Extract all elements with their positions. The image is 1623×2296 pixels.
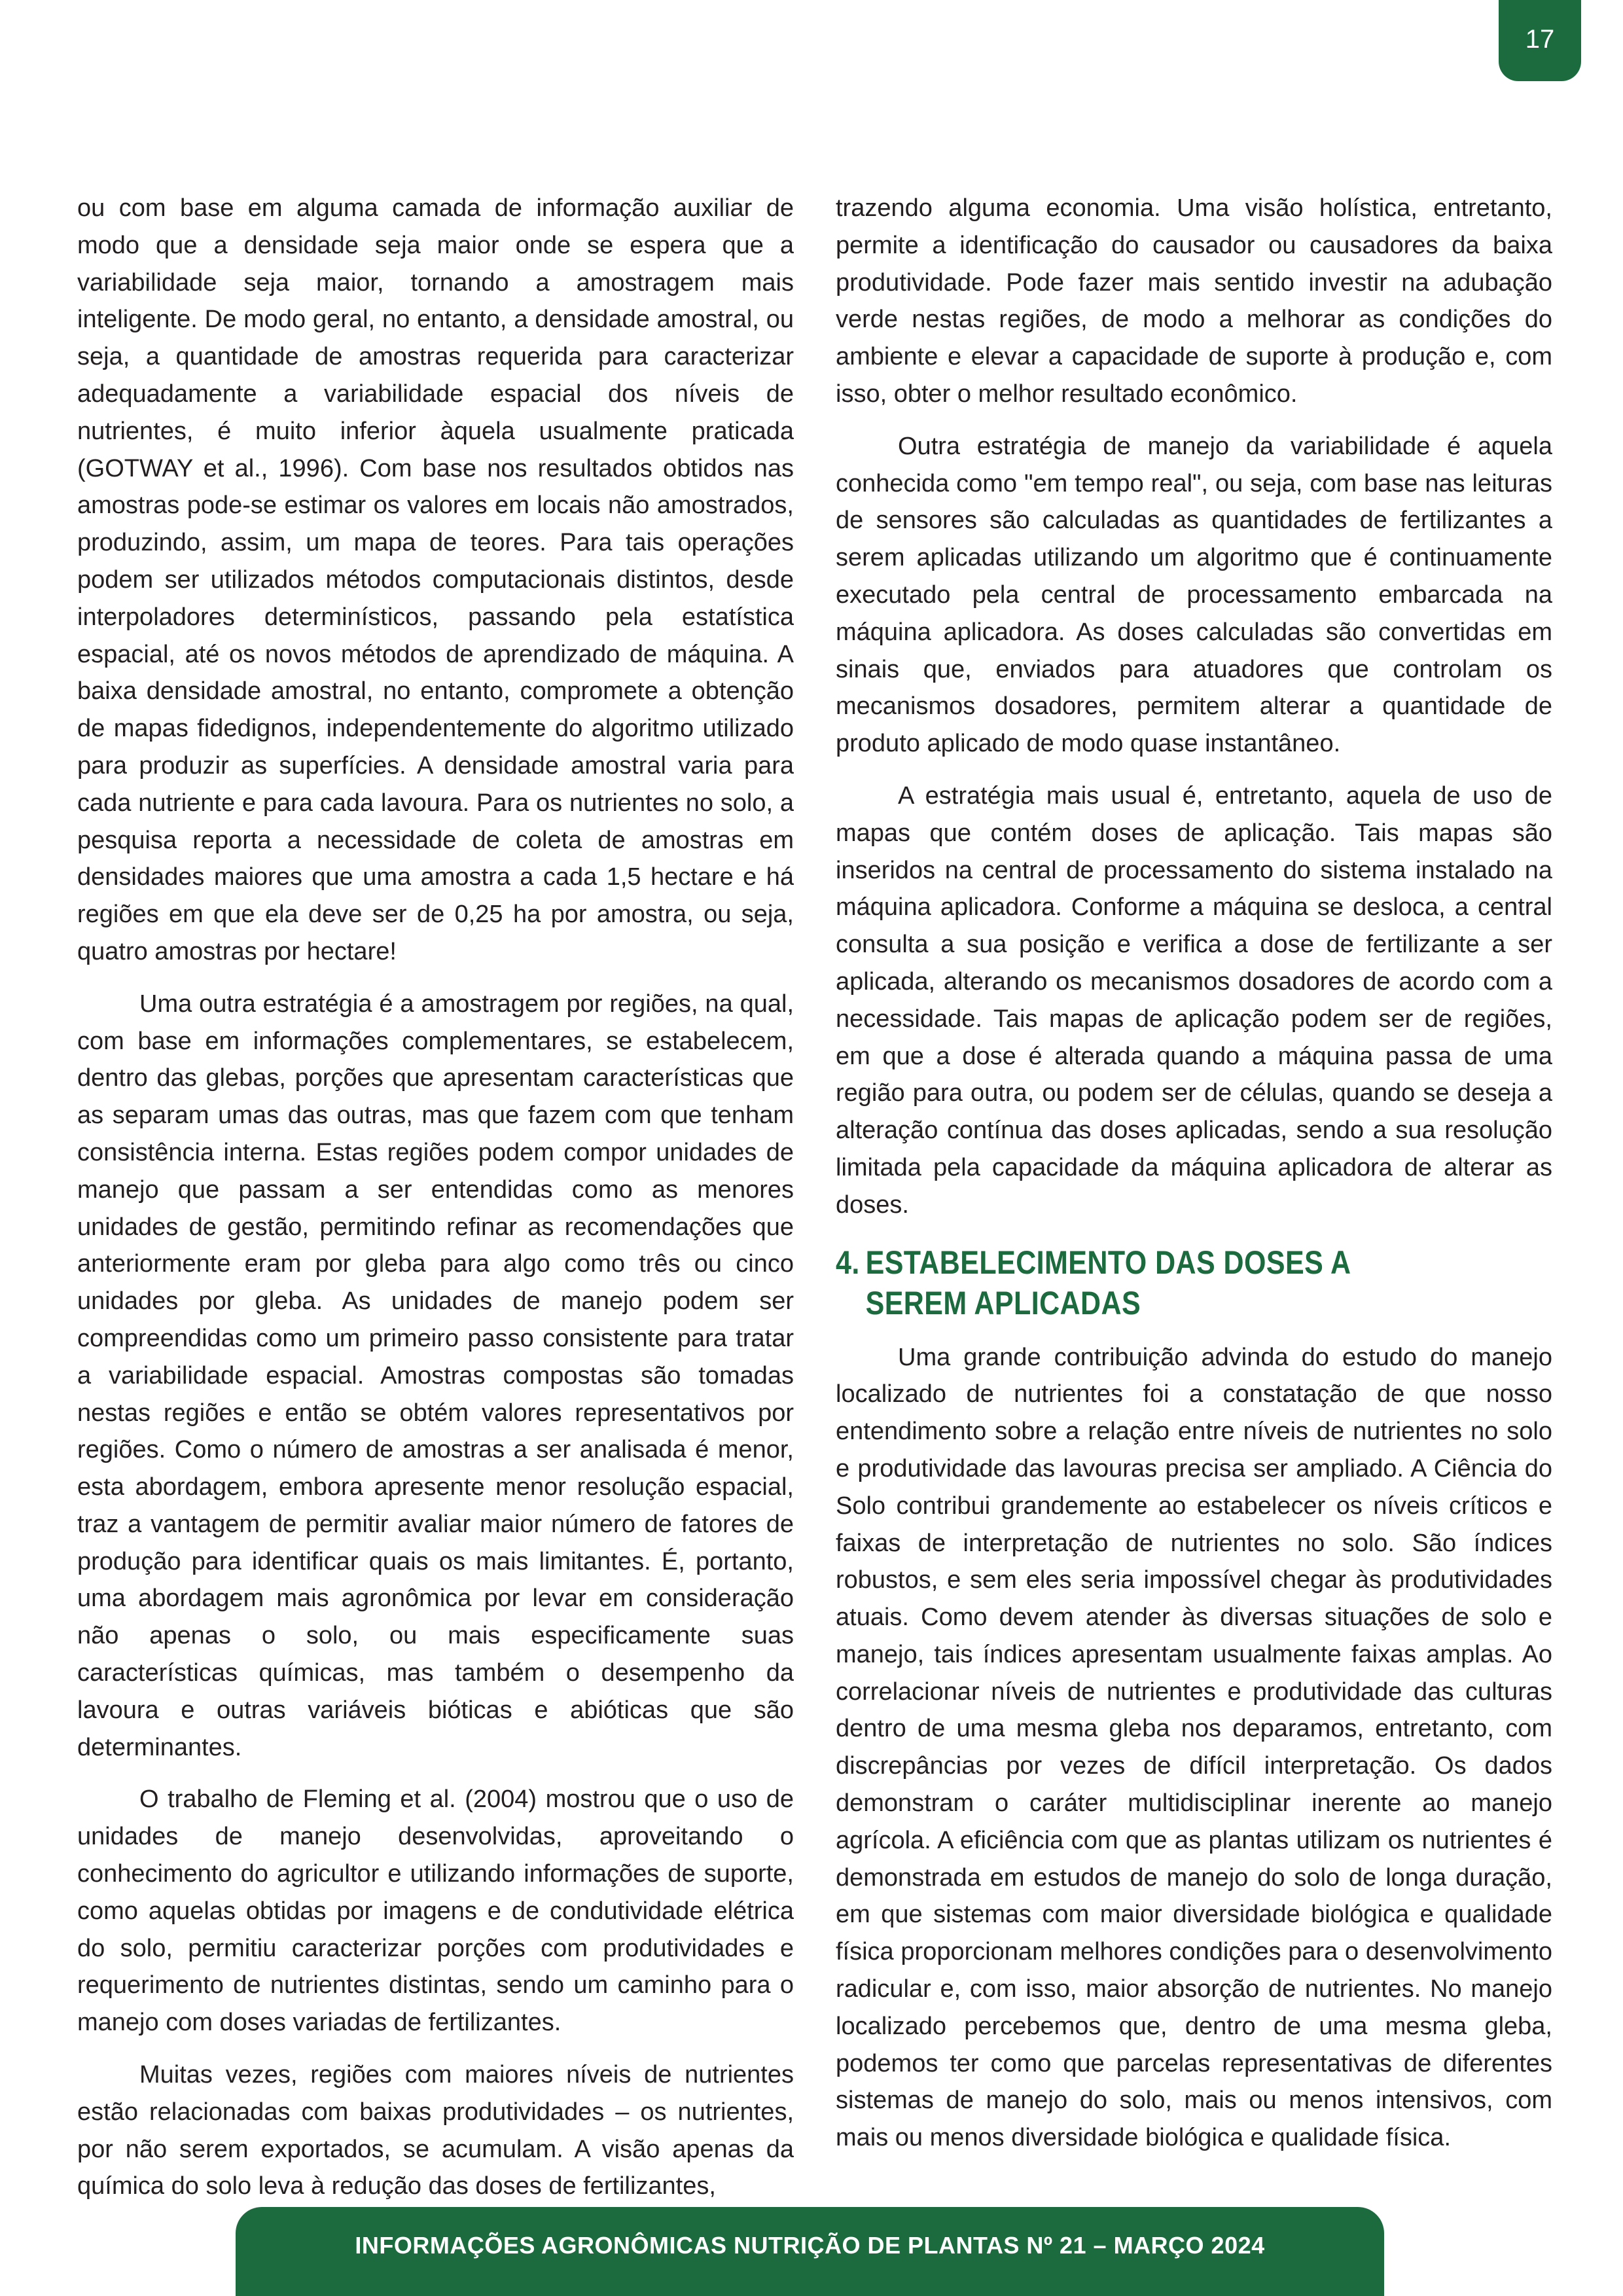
- page-number: 17: [1499, 0, 1581, 81]
- left-column: [77, 190, 794, 2220]
- paragraph: O trabalho de Fleming et al. (2004) mostrou que o uso de unidades de manejo desenvolvidas, aproveitando o conhecimento do agricultor e utilizando informações de suporte, como aquelas obtidas por imagens e de condutividade elétrica do solo, permitiu caracterizar porções com produtividades e requerimento de nutrientes distintas, sendo um caminho para o manejo com doses variadas de fertilizantes.: [77, 1785, 794, 2037]
- section-heading: [836, 1242, 1500, 1323]
- paragraph: Uma outra estratégia é a amostragem por regiões, na qual, com base em informações complementares, se estabelecem, dentro das glebas, porções que apresentam características que as separam umas das outras, mas que fazem com que tenham consistência interna. Estas regiões podem compor unidades de manejo que passam a ser entendidas como as menores unidades de gestão, permitindo refinar as recomendações que anteriormente eram por gleba para algo como três ou cinco unidades por gleba. As unidades de manejo podem ser compreendidas como um primeiro passo consistente para tratar a variabilidade espacial. Amostras compostas são tomadas nestas regiões e então se obtém valores representativos por regiões. Como o número de amostras a ser analisada é menor, esta abordagem, embora apresente menor resolução espacial, traz a vantagem de permitir avaliar maior número de fatores de produção para identificar quais os mais limitantes. É, portanto, uma abordagem mais agronômica por levar em consideração não apenas o solo, ou mais especificamente suas características químicas, mas também o desempenho da lavoura e outras variáveis bióticas e abióticas que são determinantes.: [77, 990, 794, 1761]
- paragraph: Uma grande contribuição advinda do estudo do manejo localizado de nutrientes foi a constatação de que nosso entendimento sobre a relação entre níveis de nutrientes no solo e produtividade das lavouras precisa ser ampliado. A Ciência do Solo contribui grandemente ao estabelecer os níveis críticos e faixas de interpretação de nutrientes no solo. São índices robustos, e sem eles seria impossível chegar às produtividades atuais. Como devem atender às diversas situações de solo e manejo, tais índices apresentam usualmente faixas amplas. Ao correlacionar níveis de nutrientes e produtividade das culturas dentro de uma mesma gleba nos deparamos, entretanto, com discrepâncias por vezes de difícil interpretação. Os dados demonstram o caráter multidisciplinar inerente ao manejo agrícola. A eficiência com que as plantas utilizam os nutrientes é demonstrada em estudos de manejo do solo de longa duração, em que sistemas com maior diversidade biológica e qualidade física proporcionam melhores condições para o desenvolvimento radicular e, com isso, maior absorção de nutrientes. No manejo localizado percebemos que, dentro de uma mesma gleba, podemos ter como que parcelas representativas de diferentes sistemas de manejo do solo, mais ou menos intensivos, com mais ou menos diversidade biológica e qualidade física.: [836, 1343, 1552, 2152]
- section-heading-line2: SEREM APLICADAS: [865, 1284, 1141, 1321]
- paragraph: trazendo alguma economia. Uma visão holística, entretanto, permite a identificação do causador ou causadores da baixa produtividade. Pode fazer mais sentido investir na adubação verde nestas regiões, de modo a melhorar as condições do ambiente e elevar a capacidade de suporte à produção e, com isso, obter o melhor resultado econômico.: [836, 194, 1552, 408]
- paragraph: Outra estratégia de manejo da variabilidade é aquela conhecida como "em tempo real", ou seja, com base nas leituras de sensores são calculadas as quantidades de fertilizantes a serem aplicadas utilizando um algoritmo que é continuamente executado pela central de processamento embarcada na máquina aplicadora. As doses calculadas são convertidas em sinais que, enviados para atuadores que controlam os mecanismos dosadores, permitem alterar a quantidade de produto aplicado de modo quase instantâneo.: [836, 432, 1552, 758]
- section-heading-line1: ESTABELECIMENTO DAS DOSES A: [865, 1244, 1351, 1281]
- section-number: 4.: [836, 1244, 860, 1281]
- paragraph: A estratégia mais usual é, entretanto, aquela de uso de mapas que contém doses de aplicação. Tais mapas são inseridos na central de processamento do sistema instalado na máquina aplicadora. Conforme a máquina se desloca, a central consulta a sua posição e verifica a dose de fertilizante a ser aplicada, alterando os mecanismos dosadores de acordo com a necessidade. Tais mapas de aplicação podem ser de regiões, em que a dose é alterada quando a máquina passa de uma região para outra, ou podem ser de células, quando se deseja a alteração contínua das doses aplicadas, sendo a sua resolução limitada pela capacidade da máquina aplicadora de alterar as doses.: [836, 781, 1552, 1219]
- paragraph: Muitas vezes, regiões com maiores níveis de nutrientes estão relacionadas com baixas produtividades – os nutrientes, por não serem exportados, se acumulam. A visão apenas da química do solo leva à redução das doses de fertilizantes,: [77, 2061, 794, 2200]
- footer-banner: INFORMAÇÕES AGRONÔMICAS NUTRIÇÃO DE PLANTAS Nº 21 – MARÇO 2024: [236, 2207, 1384, 2296]
- right-column: [836, 190, 1552, 2172]
- paragraph: ou com base em alguma camada de informação auxiliar de modo que a densidade seja maior onde se espera que a variabilidade seja maior, tornando a amostragem mais inteligente. De modo geral, no entanto, a densidade amostral, ou seja, a quantidade de amostras requerida para caracterizar adequadamente a variabilidade espacial dos níveis de nutrientes, é muito inferior àquela usualmente praticada (GOTWAY et al., 1996). Com base nos resultados obtidos nas amostras pode-se estimar os valores em locais não amostrados, produzindo, assim, um mapa de teores. Para tais operações podem ser utilizados métodos computacionais distintos, desde interpoladores determinísticos, passando pela estatística espacial, até os novos métodos de aprendizado de máquina. A baixa densidade amostral, no entanto, compromete a obtenção de mapas fidedignos, independentemente do algoritmo utilizado para produzir as superfícies. A densidade amostral varia para cada nutriente e para cada lavoura. Para os nutrientes no solo, a pesquisa reporta a necessidade de coleta de amostras em densidades maiores que uma amostra a cada 1,5 hectare e há regiões em que ela deve ser de 0,25 ha por amostra, ou seja, quatro amostras por hectare!: [77, 194, 794, 965]
